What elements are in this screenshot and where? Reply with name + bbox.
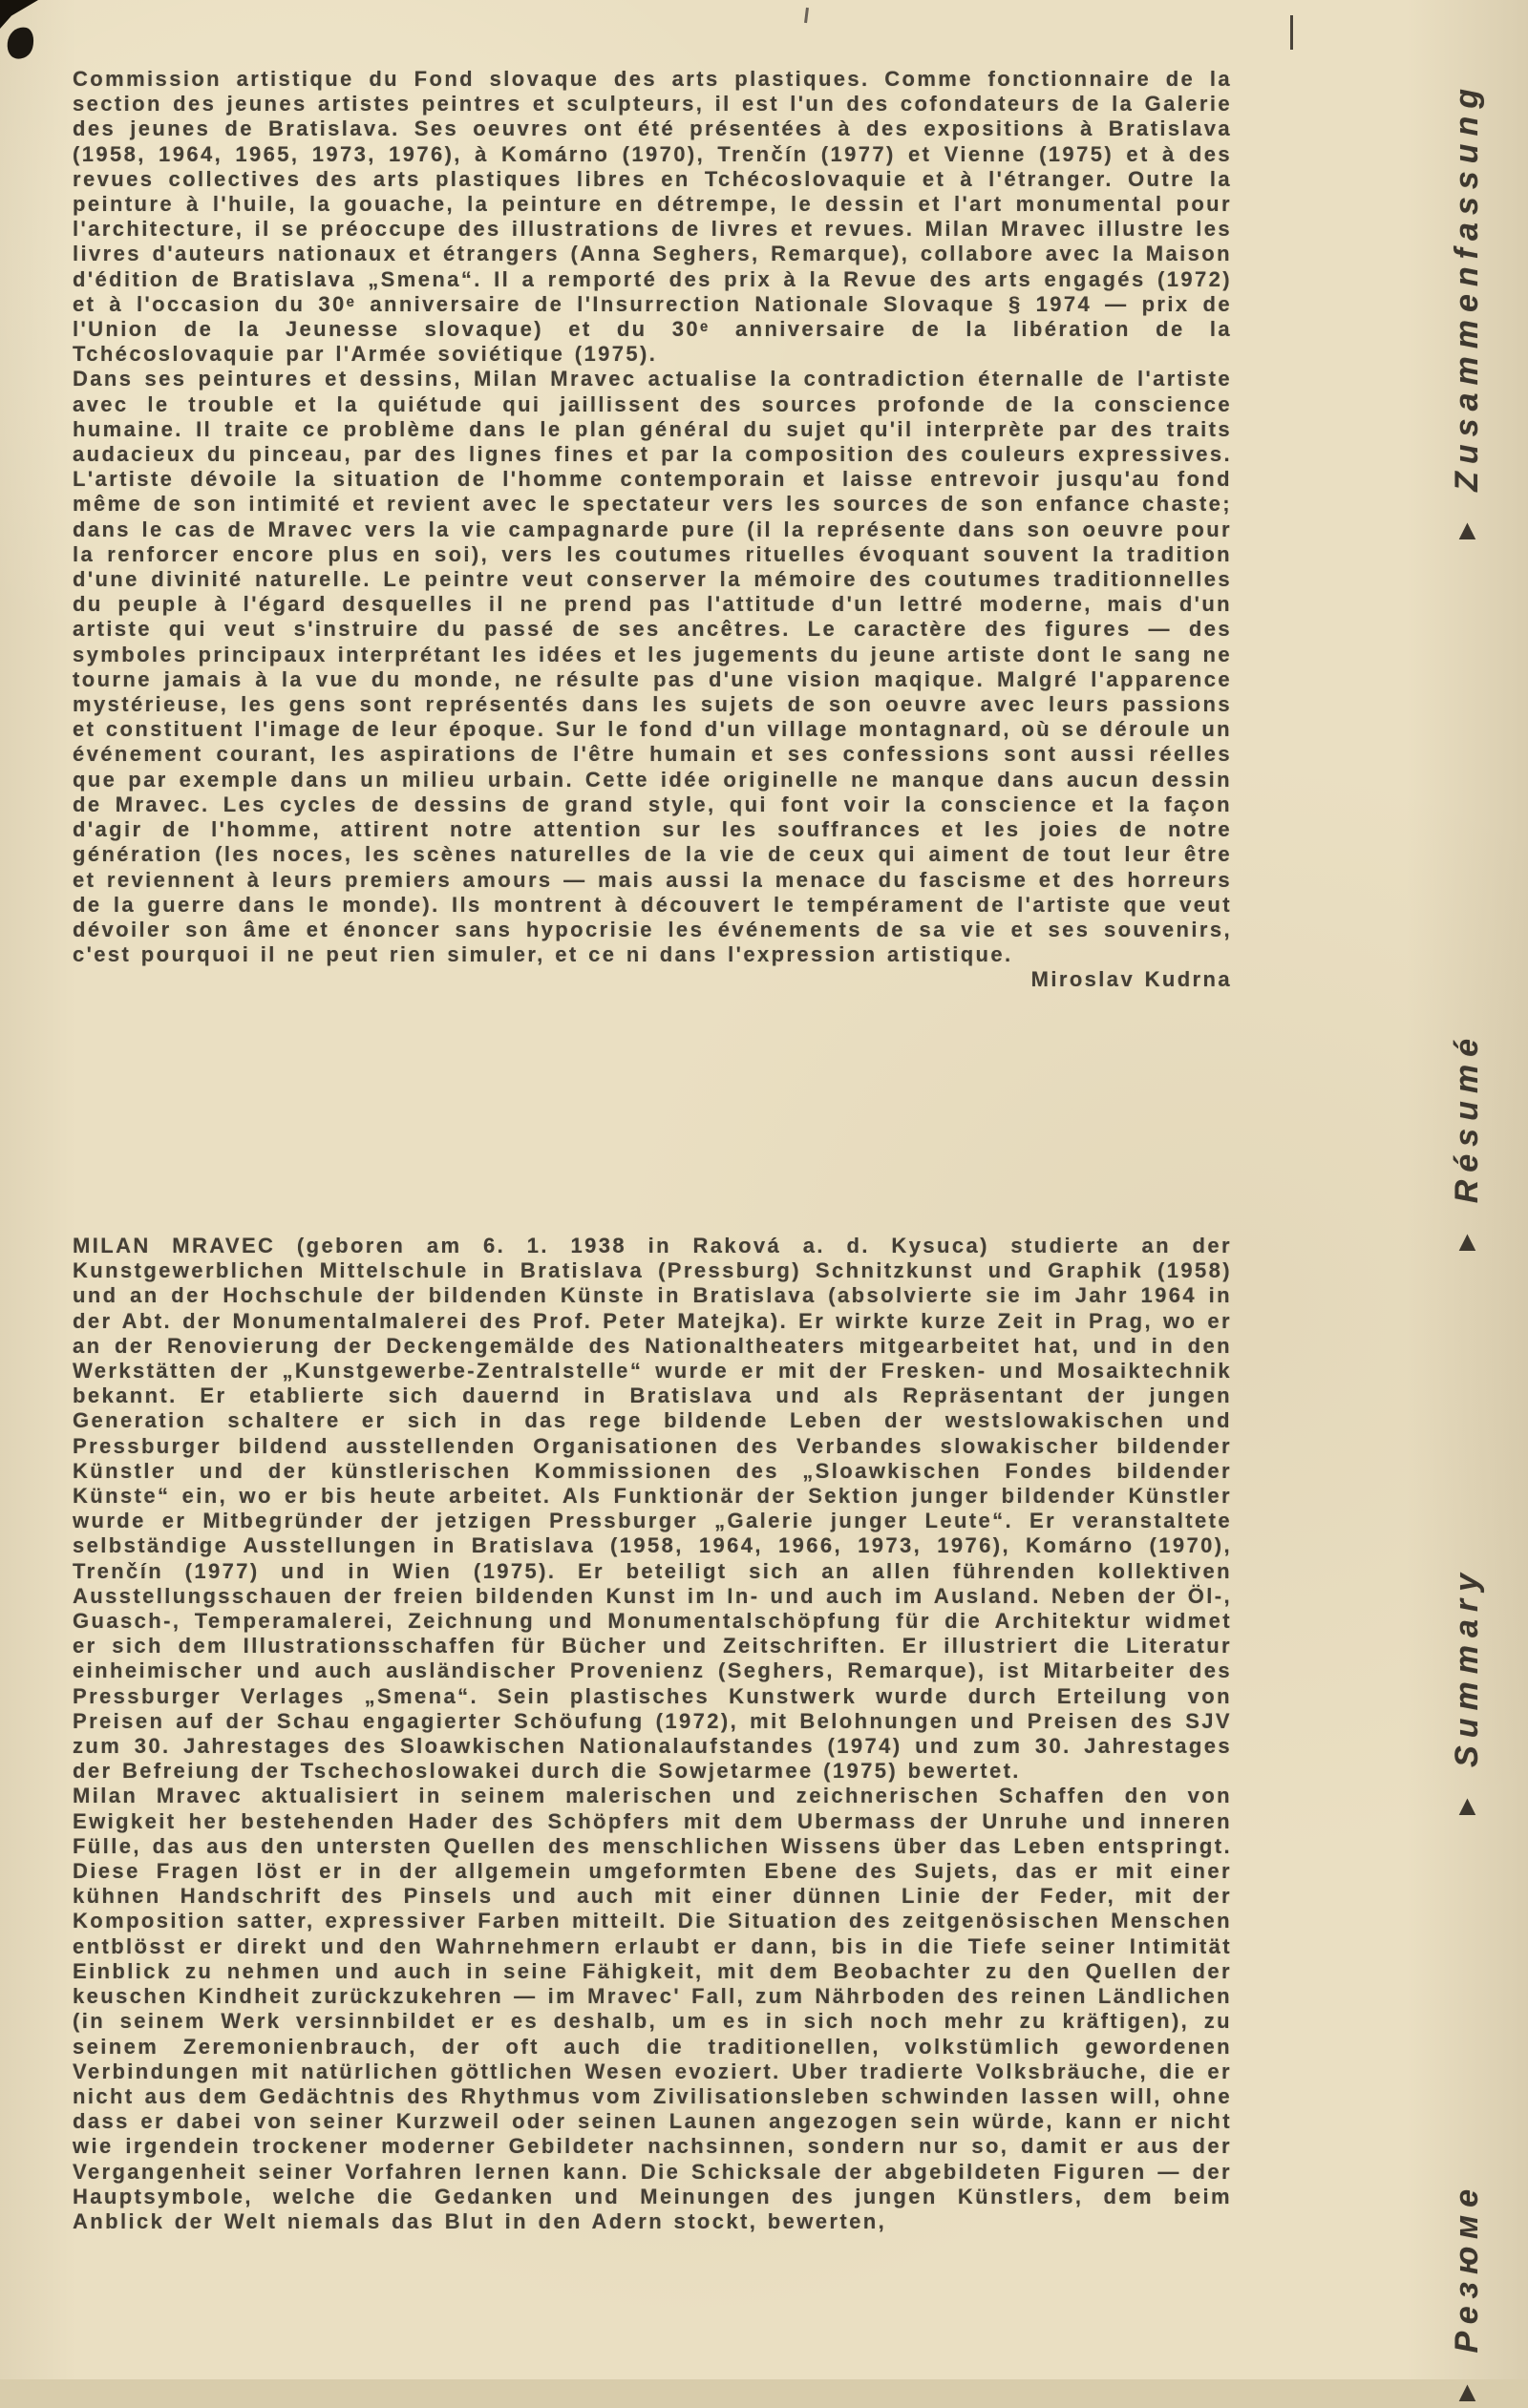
up-triangle-icon: ▲ (1453, 1226, 1482, 1258)
margin-label-resume-text: Résumé (1449, 1031, 1485, 1204)
author-signature: Miroslav Kudrna (1030, 967, 1232, 992)
french-paragraph-1: Commission artistique du Fond slovaque des arts plastiques. Comme fonctionnaire de la section des jeunes artistes peintres et sculpteurs, il est l'un des cofondateurs de la Galerie des jeunes de Bratislava. Ses oeuvres ont été présentées à des expositions à Bratislava (1958, 1964, 1965, 1973, 1976), à Komárno (1970), Trenčín (1977) et Vienne (1975) et à des revues collectives des arts plastiques libres en Tchécoslovaquie et à l'étranger. Outre la peinture à l'huile, la gouache, la peinture en détrempe, le dessin et l'art monumental pour l'architecture, il se préoccupe des illustrations de livres et revues. Milan Mravec illustre les livres d'auteurs nationaux et étrangers (Anna Seghers, Remarque), collabore avec la Maison d'édition de Bratislava „Smena“. Il a remporté des prix à la Revue des arts engagés (1972) et à l'occasion du 30ᵉ anniversaire de l'Insurrection Nationale Slovaque § 1974 — prix de l'Union de la Jeunesse slovaque) et du 30ᵉ anniversaire de la libération de la Tchécoslovaquie par l'Armée soviétique (1975). (73, 67, 1232, 367)
up-triangle-icon: ▲ (1453, 1789, 1482, 1822)
scan-corner-artifact (0, 0, 38, 29)
up-triangle-icon: ▲ (1453, 2376, 1482, 2408)
margin-label-rezyume-text: Резюме (1449, 2182, 1485, 2354)
german-paragraph-2: Milan Mravec aktualisiert in seinem malerischen und zeichnerischen Schaffen den von Ewigkeit her bestehenden Hader des Schöpfers mit dem Ubermass der Unruhe und inneren Fülle, das aus den untersten Quellen des menschlichen Wissens über das Leben entspringt. Diese Fragen löst er in der allgemein umgeformten Ebene des Sujets, das er mit einer kühnen Handschrift des Pinsels und auch mit einer dünnen Linie der Feder, mit der Komposition satter, expressiver Farben mitteilt. Die Situation des zeitgenösischen Menschen entblösst er direkt und den Wahrnehmern erlaubt er dann, bis in die Tiefe seiner Intimität Einblick zu nehmen und auch in seine Fähigkeit, mit dem Beobachter zu den Quellen der keuschen Kindheit zurückzukehren — im Mravec' Fall, zum Nährboden des reinen Ländlichen (in seinem Werk versinnbildet er es deshalb, um es in sich noch mehr zu kräftigen), zu seinem Zeremonienbrauch, der oft auch die traditionellen, volkstümlich gewordenen Verbindungen mit natürlichen göttlichen Wesen evoziert. Uber tradierte Volksbräuche, die er nicht aus dem Gedächtnis des Rhythmus vom Zivilisationsleben schwinden lassen will, ohne dass er dabei von seiner Kurzweil oder seinen Launen angezogen sein würde, kann er nicht wie irgendein trockener moderner Gebildeter nachsinnen, sondern nur so, damit er aus der Vergangenheit seiner Vorfahren lernen kann. Die Schicksale der abgebildeten Figuren — der Hauptsymbole, welche die Gedanken und Meinungen des jungen Künstlers, dem beim Anblick der Welt niemals das Blut in den Adern stockt, bewerten, (73, 1784, 1232, 2233)
margin-label-summary-text: Summary (1449, 1566, 1485, 1767)
ink-blob-artifact (4, 24, 36, 62)
margin-label-resume (1449, 1031, 1486, 1257)
french-paragraph-2-text: Dans ses peintures et dessins, Milan Mravec actualise la contradiction éternalle de l'artiste avec le trouble et la quiétude qui jaillissent des sources profonde de la conscience humaine. Il traite ce problème dans le plan général du sujet qu'il interprète par des traits audacieux du pinceau, par des lignes fines et par la composition des couleurs expressives. L'artiste dévoile la situation de l'homme contemporain et laisse entrevoir jusqu'au fond même de son intimité et revient avec le spectateur vers les sources de son enfance chaste; dans le cas de Mravec vers la vie campagnarde pure (il la représente dans son oeuvre pour la renforcer encore plus en soi), vers les coutumes rituelles évoquant souvent la tradition d'une divinité naturelle. Le peintre veut conserver la mémoire des coutumes traditionnelles du peuple à l'égard desquelles il ne prend pas l'attitude d'un lettré moderne, mais d'un artiste qui veut s'instruire du passé de ses ancêtres. Le caractère des figures — des symboles principaux interprétant les idées et les jugements du jeune artiste dont le sang ne tourne jamais à la vue du monde, ne résulte pas d'une vision maqique. Malgré l'apparence mystérieuse, les gens sont représentés dans les sujets de son oeuvre avec leurs passions et constituent l'image de leur époque. Sur le fond d'un village montagnard, où se déroule un événement courant, les aspirations de l'être humain et ses confessions sont aussi réelles que par exemple dans un milieu urbain. Cette idée originelle ne manque dans aucun dessin de Mravec. Les cycles de dessins de grand style, qui font voir la conscience et la façon d'agir de l'homme, attirent notre attention sur les souffrances et les joies de notre génération (les noces, les scènes naturelles de la vie de ceux qui aiment de tout leur être et reviennent à leurs premiers amours — mais aussi la menace du fascisme et des horreurs de la guerre dans le monde). Ils montrent à découvert le tempérament de l'artiste que veut dévoiler son âme et énoncer sans hypocrisie les événements de sa vie et ses souvenirs, c'est pourquoi il ne peut rien simuler, et ce ni dans l'expression artistique. (73, 367, 1232, 967)
margin-label-summary (1449, 1566, 1486, 1821)
resume-french-section (73, 67, 1232, 993)
scan-speck (1290, 15, 1293, 50)
german-paragraph-1: MILAN MRAVEC (geboren am 6. 1. 1938 in Raková a. d. Kysuca) studierte an der Kunstgewerblichen Mittelschule in Bratislava (Pressburg) Schnitzkunst und Graphik (1958) und an der Hochschule der bildenden Künste in Bratislava (absolvierte sie im Jahr 1964 in der Abt. der Monumentalmalerei des Prof. Peter Matejka). Er wirkte kurze Zeit in Prag, wo er an der Renovierung der Deckengemälde des Nationaltheaters mitgearbeitet hat, und in den Werkstätten der „Kunstgewerbe-Zentralstelle“ wurde er mit der Fresken- und Mosaiktechnik bekannt. Er etablierte sich dauernd in Bratislava und als Repräsentant der jungen Generation schaltere er sich in das rege bildende Leben der westslowakischen und Pressburger bildend ausstellenden Organisationen des Verbandes slowakischer bildender Künstler und der künstlerischen Kommissionen des „Sloawkischen Fondes bildender Künste“ ein, wo er bis heute arbeitet. Als Funktionär der Sektion junger bildender Künstler wurde er Mitbegründer der jetzigen Pressburger „Galerie junger Leute“. Er veranstaltete selbständige Ausstellungen in Bratislava (1958, 1964, 1966, 1973, 1976), Komárno (1970), Trenčín (1977) und in Wien (1975). Er beteiligt sich an allen führenden kollektiven Ausstellungsschauen der freien bildenden Kunst im In- und auch im Ausland. Neben der Öl-, Guasch-, Temperamalerei, Zeichnung und Monumentalschöpfung für die Architektur widmet er sich dem Illustrationsschaffen für Bücher und Zeitschriften. Er illustriert die Literatur einheimischer und auch ausländischer Provenienz (Seghers, Remarque), ist Mitarbeiter des Pressburger Verlages „Smena“. Sein plastisches Kunstwerk wurde durch Erteilung von Preisen auf der Schau engagierter Schöufung (1972), mit Belohnungen und Preisen des SJV zum 30. Jahrestages des Sloawkischen Nationalaufstandes (1974) und zum 30. Jahrestages der Befreiung der Tschechoslowakei durch die Sowjetarmee (1975) bewertet. (73, 1234, 1232, 1784)
margin-label-zusammenfassung-text: Zusammenfassung (1449, 81, 1485, 492)
french-paragraph-2 (73, 367, 1232, 992)
zusammenfassung-german-section (73, 1234, 1232, 2234)
up-triangle-icon: ▲ (1453, 514, 1482, 546)
scan-speck (804, 8, 809, 23)
margin-label-zusammenfassung (1449, 81, 1486, 545)
margin-label-rezyume (1449, 2182, 1486, 2407)
